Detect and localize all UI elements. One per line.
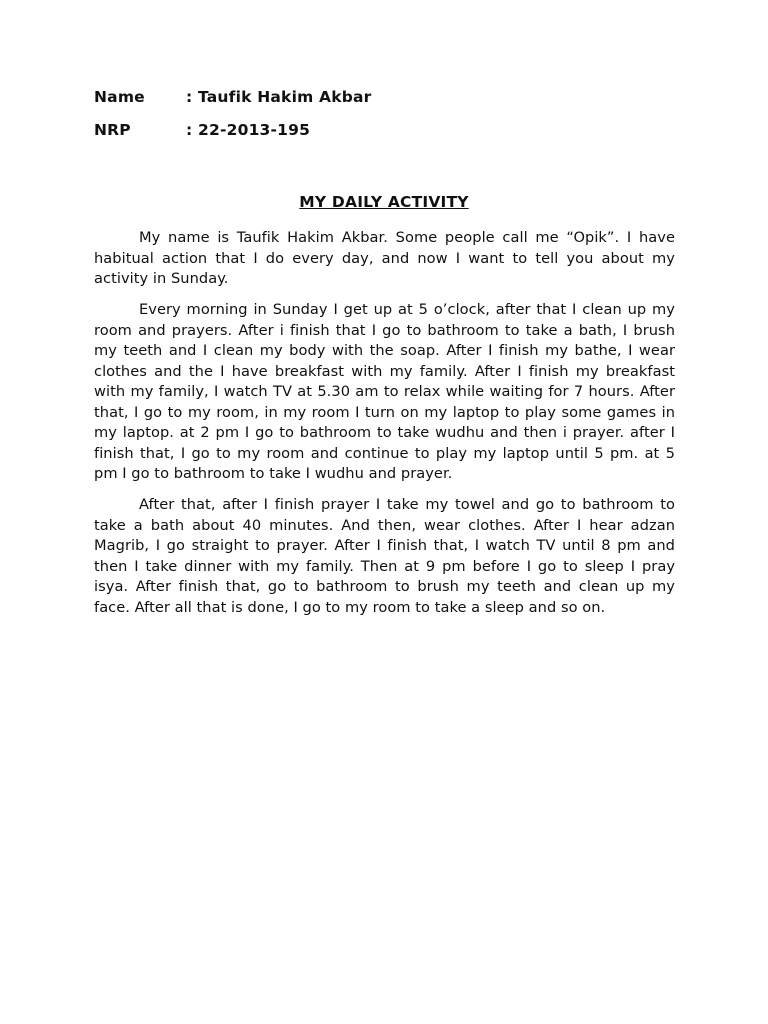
name-value: : Taufik Hakim Akbar — [186, 88, 372, 106]
document-title: MY DAILY ACTIVITY — [299, 193, 469, 211]
paragraph-intro: My name is Taufik Hakim Akbar. Some people call me “Opik”. I have habitual action that I do every day, and now I want to tell you about my activity in Sunday. — [94, 229, 675, 287]
student-info — [94, 87, 494, 153]
name-label: Name — [94, 88, 145, 106]
paragraph-evening: After that, after I finish prayer I take my towel and go to bathroom to take a bath about 40 minutes. And then, wear clothes. After I hear adzan Magrib, I go straight to prayer. After I finish that, I watch TV until 8 pm and then I take dinner with my family. Then at 9 pm before I go to sleep I pray isya. After finish that, go to bathroom to brush my teeth and clean up my face. After all that is done, I go to my room to take a sleep and so on. — [94, 496, 675, 616]
document-body — [94, 228, 675, 629]
paragraph-morning: Every morning in Sunday I get up at 5 o’clock, after that I clean up my room and prayers. After i finish that I go to bathroom to take a bath, I brush my teeth and I clean my body with the soap. After I finish my bathe, I wear clothes and the I have breakfast with my family. After I finish my breakfast with my family, I watch TV at 5.30 am to relax while waiting for 7 hours. After that, I go to my room, in my room I turn on my laptop to play some games in my laptop. at 2 pm I go to bathroom to take wudhu and then i prayer. after I finish that, I go to my room and continue to play my laptop until 5 pm. at 5 pm I go to bathroom to take I wudhu and prayer. — [94, 301, 675, 482]
nrp-row — [94, 120, 494, 140]
nrp-label: NRP — [94, 121, 131, 139]
nrp-value: : 22-2013-195 — [186, 121, 311, 139]
name-row — [94, 87, 494, 107]
